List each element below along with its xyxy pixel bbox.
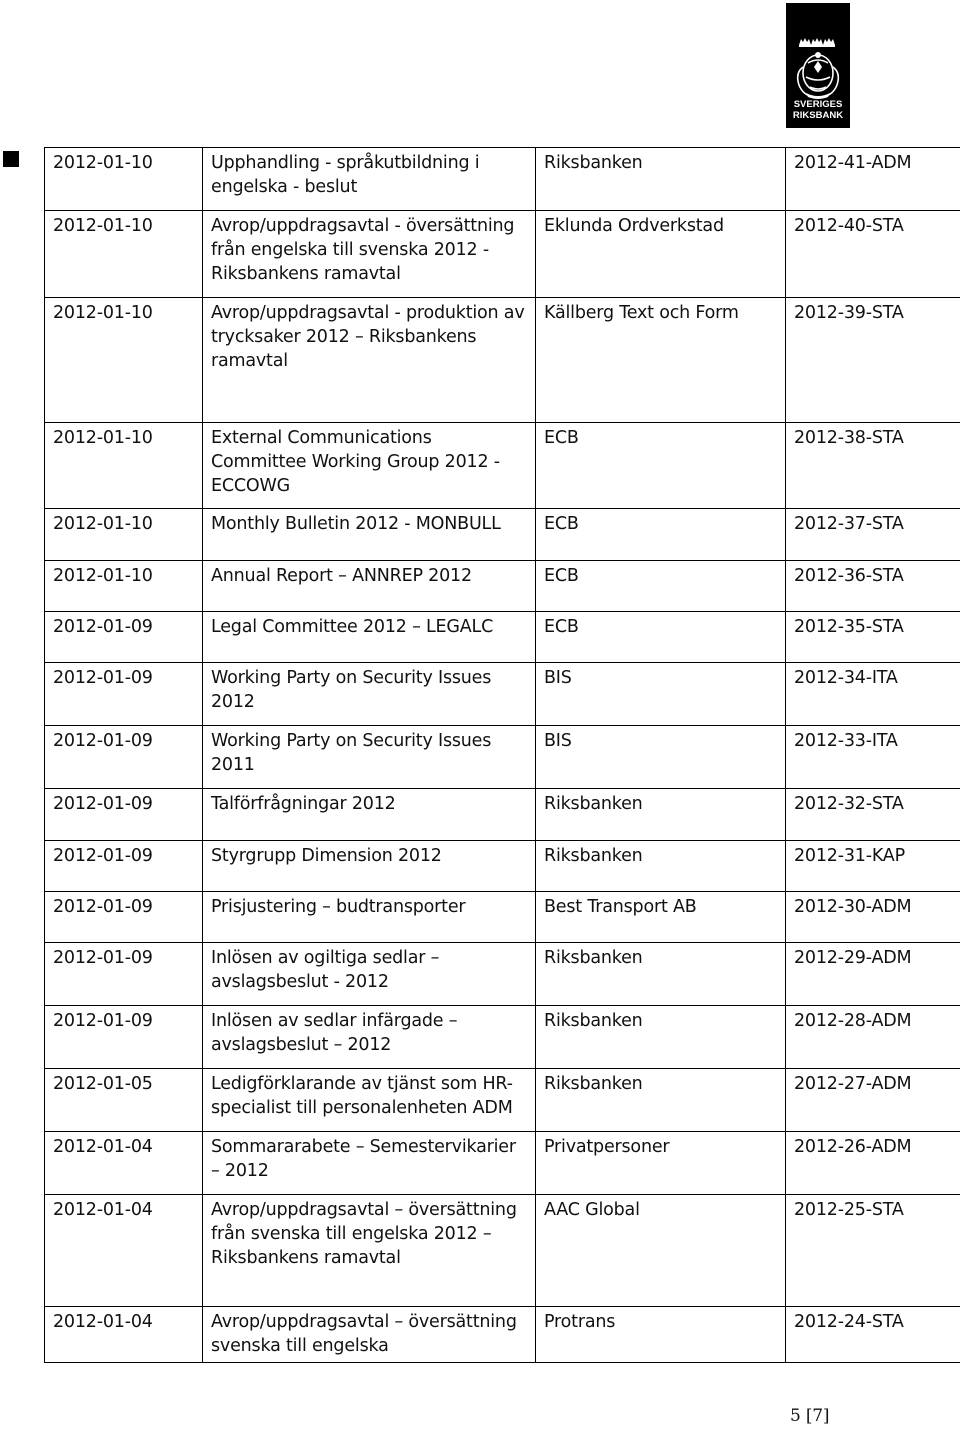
reference-cell: 2012-38-STA bbox=[786, 423, 960, 509]
table-row bbox=[45, 211, 960, 298]
table-row bbox=[45, 148, 960, 211]
section-marker bbox=[3, 151, 19, 167]
counterparty-cell: Best Transport AB bbox=[536, 892, 786, 943]
date-cell: 2012-01-10 bbox=[45, 148, 203, 211]
reference-cell: 2012-31-KAP bbox=[786, 841, 960, 892]
table-row bbox=[45, 892, 960, 943]
reference-cell: 2012-30-ADM bbox=[786, 892, 960, 943]
subject-cell: Sommararabete – Semestervikarier – 2012 bbox=[203, 1132, 536, 1195]
subject-cell: Inlösen av ogiltiga sedlar – avslagsbeslut - 2012 bbox=[203, 943, 536, 1006]
reference-cell: 2012-37-STA bbox=[786, 509, 960, 561]
counterparty-cell: Riksbanken bbox=[536, 148, 786, 211]
counterparty-cell: Riksbanken bbox=[536, 841, 786, 892]
counterparty-cell: Riksbanken bbox=[536, 1069, 786, 1132]
counterparty-cell: ECB bbox=[536, 561, 786, 612]
table-row bbox=[45, 1132, 960, 1195]
reference-cell: 2012-35-STA bbox=[786, 612, 960, 663]
subject-cell: Styrgrupp Dimension 2012 bbox=[203, 841, 536, 892]
subject-cell: Working Party on Security Issues 2012 bbox=[203, 663, 536, 726]
date-cell: 2012-01-04 bbox=[45, 1307, 203, 1363]
table-row bbox=[45, 298, 960, 423]
reference-cell: 2012-27-ADM bbox=[786, 1069, 960, 1132]
table-row bbox=[45, 561, 960, 612]
subject-cell: External Communications Committee Working Group 2012 - ECCOWG bbox=[203, 423, 536, 509]
date-cell: 2012-01-04 bbox=[45, 1132, 203, 1195]
counterparty-cell: Riksbanken bbox=[536, 789, 786, 841]
date-cell: 2012-01-09 bbox=[45, 726, 203, 789]
date-cell: 2012-01-09 bbox=[45, 892, 203, 943]
subject-cell: Annual Report – ANNREP 2012 bbox=[203, 561, 536, 612]
counterparty-cell: Källberg Text och Form bbox=[536, 298, 786, 423]
counterparty-cell: BIS bbox=[536, 726, 786, 789]
date-cell: 2012-01-09 bbox=[45, 1006, 203, 1069]
table-row bbox=[45, 1307, 960, 1363]
table-row bbox=[45, 1069, 960, 1132]
subject-cell: Upphandling - språkutbildning i engelska - beslut bbox=[203, 148, 536, 211]
date-cell: 2012-01-09 bbox=[45, 663, 203, 726]
register-table-body bbox=[45, 148, 960, 1363]
table-row bbox=[45, 726, 960, 789]
counterparty-cell: ECB bbox=[536, 423, 786, 509]
table-row bbox=[45, 509, 960, 561]
subject-cell: Ledigförklarande av tjänst som HR-specialist till personalenheten ADM bbox=[203, 1069, 536, 1132]
page-number: 5 [7] bbox=[790, 1406, 830, 1426]
subject-cell: Prisjustering – budtransporter bbox=[203, 892, 536, 943]
subject-cell: Avrop/uppdragsavtal – översättning från svenska till engelska 2012 – Riksbankens ramavtal bbox=[203, 1195, 536, 1307]
reference-cell: 2012-26-ADM bbox=[786, 1132, 960, 1195]
counterparty-cell: ECB bbox=[536, 612, 786, 663]
counterparty-cell: Riksbanken bbox=[536, 943, 786, 1006]
date-cell: 2012-01-10 bbox=[45, 561, 203, 612]
date-cell: 2012-01-09 bbox=[45, 612, 203, 663]
date-cell: 2012-01-04 bbox=[45, 1195, 203, 1307]
counterparty-cell: Riksbanken bbox=[536, 1006, 786, 1069]
reference-cell: 2012-28-ADM bbox=[786, 1006, 960, 1069]
reference-cell: 2012-32-STA bbox=[786, 789, 960, 841]
counterparty-cell: ECB bbox=[536, 509, 786, 561]
counterparty-cell: BIS bbox=[536, 663, 786, 726]
reference-cell: 2012-33-ITA bbox=[786, 726, 960, 789]
subject-cell: Legal Committee 2012 – LEGALC bbox=[203, 612, 536, 663]
date-cell: 2012-01-05 bbox=[45, 1069, 203, 1132]
riksbank-logo bbox=[786, 3, 850, 128]
date-cell: 2012-01-10 bbox=[45, 211, 203, 298]
counterparty-cell: Privatpersoner bbox=[536, 1132, 786, 1195]
table-row bbox=[45, 1006, 960, 1069]
subject-cell: Talförfrågningar 2012 bbox=[203, 789, 536, 841]
subject-cell: Inlösen av sedlar infärgade – avslagsbeslut – 2012 bbox=[203, 1006, 536, 1069]
logo-text-line2: RIKSBANK bbox=[792, 110, 844, 121]
date-cell: 2012-01-09 bbox=[45, 841, 203, 892]
subject-cell: Avrop/uppdragsavtal - produktion av trycksaker 2012 – Riksbankens ramavtal bbox=[203, 298, 536, 423]
table-row bbox=[45, 663, 960, 726]
table-row bbox=[45, 423, 960, 509]
table-row bbox=[45, 841, 960, 892]
reference-cell: 2012-41-ADM bbox=[786, 148, 960, 211]
subject-cell: Avrop/uppdragsavtal - översättning från engelska till svenska 2012 - Riksbankens ramavtal bbox=[203, 211, 536, 298]
reference-cell: 2012-34-ITA bbox=[786, 663, 960, 726]
date-cell: 2012-01-09 bbox=[45, 943, 203, 1006]
table-row bbox=[45, 943, 960, 1006]
subject-cell: Monthly Bulletin 2012 - MONBULL bbox=[203, 509, 536, 561]
counterparty-cell: Protrans bbox=[536, 1307, 786, 1363]
date-cell: 2012-01-10 bbox=[45, 298, 203, 423]
reference-cell: 2012-29-ADM bbox=[786, 943, 960, 1006]
date-cell: 2012-01-10 bbox=[45, 509, 203, 561]
table-row bbox=[45, 789, 960, 841]
table-row bbox=[45, 612, 960, 663]
reference-cell: 2012-25-STA bbox=[786, 1195, 960, 1307]
reference-cell: 2012-24-STA bbox=[786, 1307, 960, 1363]
date-cell: 2012-01-10 bbox=[45, 423, 203, 509]
register-table bbox=[44, 147, 960, 1363]
reference-cell: 2012-36-STA bbox=[786, 561, 960, 612]
counterparty-cell: AAC Global bbox=[536, 1195, 786, 1307]
subject-cell: Working Party on Security Issues 2011 bbox=[203, 726, 536, 789]
reference-cell: 2012-40-STA bbox=[786, 211, 960, 298]
table-row bbox=[45, 1195, 960, 1307]
counterparty-cell: Eklunda Ordverkstad bbox=[536, 211, 786, 298]
reference-cell: 2012-39-STA bbox=[786, 298, 960, 423]
logo-text-line1: SVERIGES bbox=[793, 99, 843, 110]
subject-cell: Avrop/uppdragsavtal – översättning svenska till engelska bbox=[203, 1307, 536, 1363]
date-cell: 2012-01-09 bbox=[45, 789, 203, 841]
